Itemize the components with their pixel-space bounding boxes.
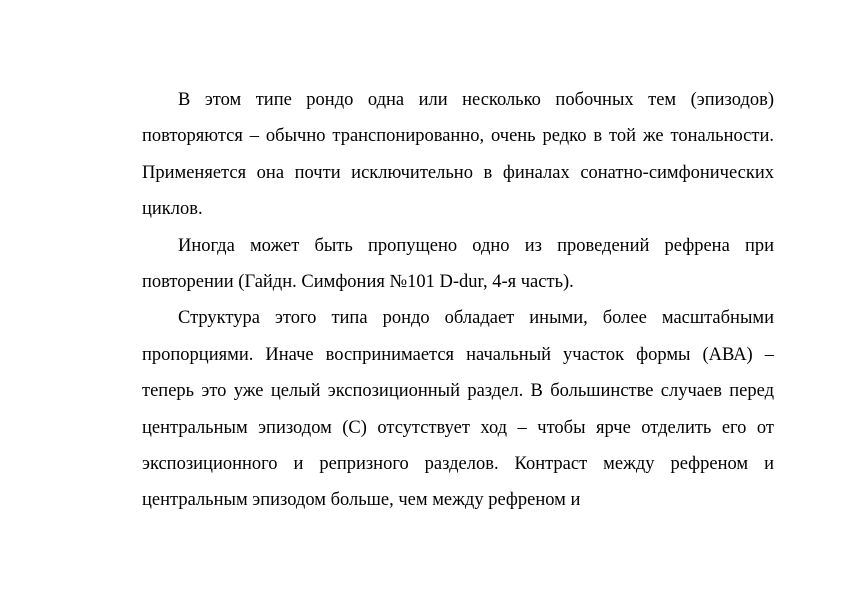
paragraph-rondo-episodes: В этом типе рондо одна или несколько побочных тем (эпизодов) повторяются – обычно транспонированно, очень редко в той же тональности. Применяется она почти исключительно в финалах сонатно-симфонических циклов. xyxy=(142,90,774,220)
paragraph-rondo-structure: Структура этого типа рондо обладает иными, более масштабными пропорциями. Иначе воспринимается начальный участок формы (АВА) – теперь это уже целый экспозиционный раздел. В большинстве случаев перед центральным эпизодом (С) отсутствует ход – чтобы ярче отделить его от экспозиционного и репризного разделов. Контраст между рефреном и центральным эпизодом больше, чем между рефреном и xyxy=(142,308,774,511)
document-body xyxy=(142,82,774,519)
paragraph-refrain-omission: Иногда может быть пропущено одно из проведений рефрена при повторении (Гайдн. Симфония №101 D-dur, 4-я часть). xyxy=(142,235,774,293)
